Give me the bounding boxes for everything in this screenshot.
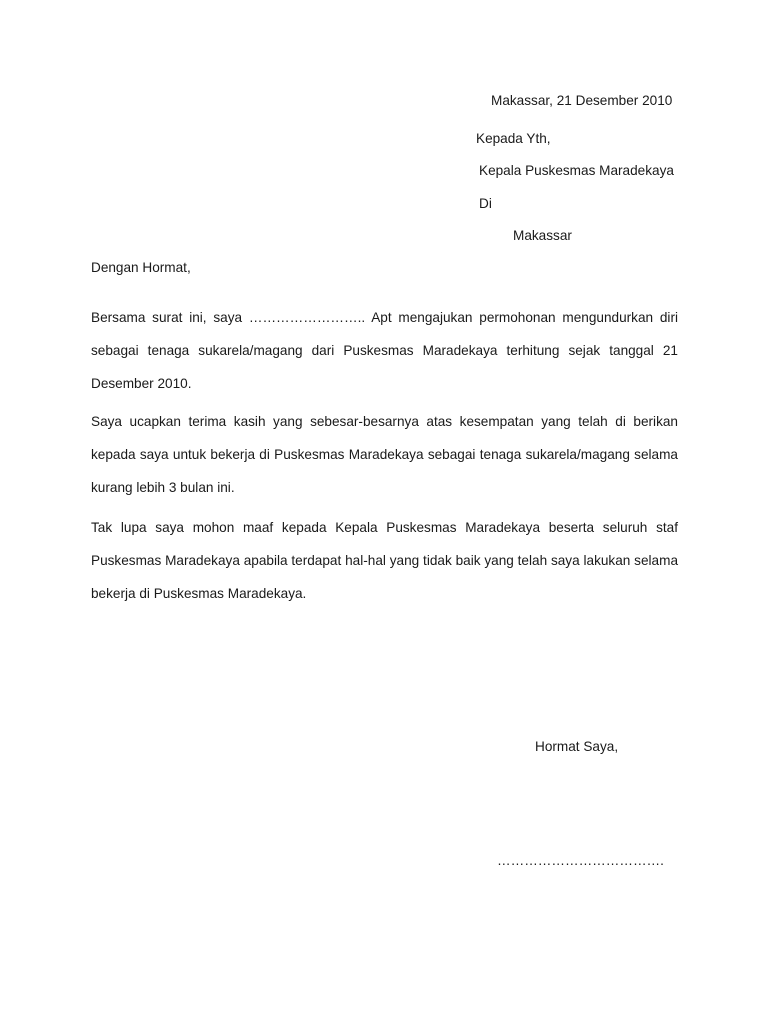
greeting: Dengan Hormat, <box>91 260 191 275</box>
recipient-city: Makassar <box>513 228 572 243</box>
paragraph-2: Saya ucapkan terima kasih yang sebesar-besarnya atas kesempatan yang telah di berikan kepada saya untuk bekerja di Puskesmas Maradekaya sebagai tenaga sukarela/magang selama kurang lebih 3 bulan ini. <box>91 414 678 495</box>
paragraph-1: Bersama surat ini, saya …………………….. Apt mengajukan permohonan mengundurkan diri sebagai tenaga sukarela/magang dari Puskesmas Maradekaya terhitung sejak tanggal 21 Desember 2010. <box>91 310 678 391</box>
recipient-salutation: Kepada Yth, <box>476 131 551 146</box>
paragraph-3: Tak lupa saya mohon maaf kepada Kepala Puskesmas Maradekaya beserta seluruh staf Puskesmas Maradekaya apabila terdapat hal-hal yang tidak baik yang telah saya lakukan selama bekerja di Puskesmas Maradekaya. <box>91 520 678 601</box>
recipient-di: Di <box>479 196 492 211</box>
signature-line: ………………………………. <box>497 853 664 868</box>
recipient-title: Kepala Puskesmas Maradekaya <box>479 163 674 178</box>
closing: Hormat Saya, <box>535 739 619 754</box>
letter-date: Makassar, 21 Desember 2010 <box>491 93 673 108</box>
